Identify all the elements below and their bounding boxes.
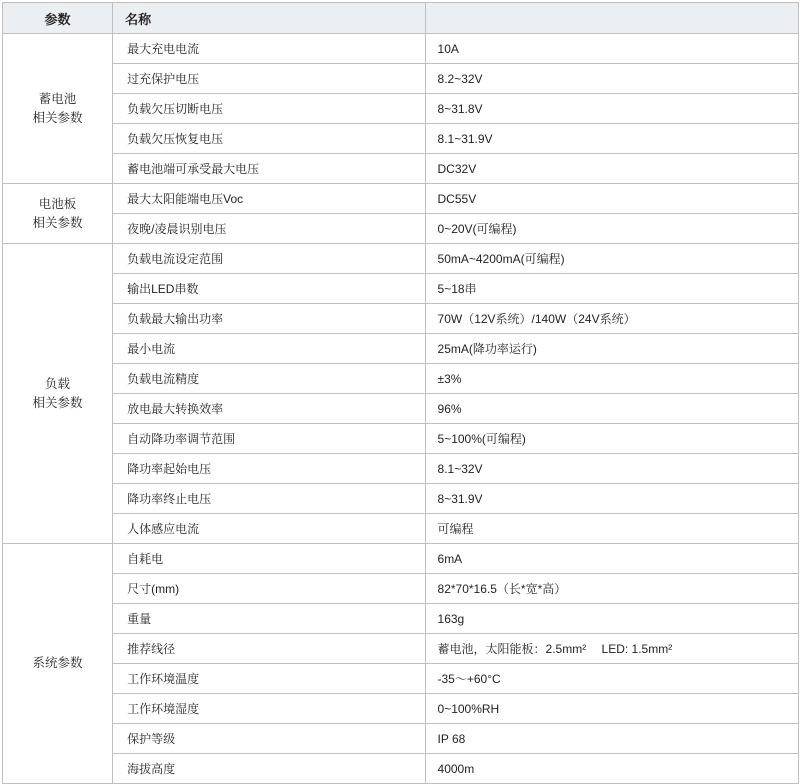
row-name-cell: 放电最大转换效率 [113,394,425,424]
table-row [3,94,799,124]
row-name-cell: 保护等级 [113,724,425,754]
table-row [3,124,799,154]
row-value-cell: 4000m [425,754,798,784]
group-label-line: 蓄电池 [38,91,77,106]
table-row [3,634,799,664]
group-label-cell [3,544,113,784]
row-name-cell: 最大太阳能端电压Voc [113,184,425,214]
row-name-cell: 夜晚/凌晨识别电压 [113,214,425,244]
group-label-cell [3,34,113,184]
row-name-cell: 重量 [113,604,425,634]
row-value-cell: 10A [425,34,798,64]
table-row [3,544,799,574]
table-row [3,274,799,304]
table-row [3,664,799,694]
row-name-cell: 自耗电 [113,544,425,574]
row-value-cell: 0~20V(可编程) [425,214,798,244]
row-value-cell: 0~100%RH [425,694,798,724]
row-value-cell: 82*70*16.5（长*宽*高） [425,574,798,604]
row-value-cell: 8.2~32V [425,64,798,94]
row-value-cell: 5~18串 [425,274,798,304]
row-name-cell: 输出LED串数 [113,274,425,304]
table-row [3,574,799,604]
table-row [3,154,799,184]
table-row [3,694,799,724]
table-row [3,454,799,484]
row-name-cell: 蓄电池端可承受最大电压 [113,154,425,184]
row-name-cell: 降功率起始电压 [113,454,425,484]
table-row [3,394,799,424]
table-header [3,3,799,34]
row-value-cell: 蓄电池，太阳能板：2.5mm² LED: 1.5mm² [425,634,798,664]
row-value-cell: ±3% [425,364,798,394]
table-body [3,34,799,784]
header-name: 名称 [113,3,425,34]
row-name-cell: 最小电流 [113,334,425,364]
row-value-cell: 8~31.8V [425,94,798,124]
table-row [3,364,799,394]
row-value-cell: -35～+60°C [425,664,798,694]
table-row [3,724,799,754]
row-name-cell: 过充保护电压 [113,64,425,94]
table-row [3,604,799,634]
row-value-cell: 5~100%(可编程) [425,424,798,454]
group-label-cell [3,184,113,244]
row-value-cell: 8.1~31.9V [425,124,798,154]
table-header-row [3,3,799,34]
group-label-line: 负载 [45,376,71,391]
row-value-cell: DC32V [425,154,798,184]
table-row [3,514,799,544]
header-group: 参数 [3,3,113,34]
group-label-line: 相关参数 [32,395,83,410]
row-value-cell: 8.1~32V [425,454,798,484]
header-value [425,3,798,34]
row-name-cell: 负载最大输出功率 [113,304,425,334]
row-name-cell: 最大充电电流 [113,34,425,64]
group-label-line: 系统参数 [32,656,83,671]
specifications-table [2,2,799,784]
table-row [3,304,799,334]
table-row [3,754,799,784]
row-name-cell: 负载欠压切断电压 [113,94,425,124]
row-value-cell: 25mA(降功率运行) [425,334,798,364]
table-row [3,334,799,364]
row-name-cell: 人体感应电流 [113,514,425,544]
row-value-cell: 8~31.9V [425,484,798,514]
table-row [3,214,799,244]
group-label-line: 电池板 [38,196,77,211]
row-value-cell: 可编程 [425,514,798,544]
row-name-cell: 海拔高度 [113,754,425,784]
group-label-line: 相关参数 [32,215,83,230]
group-label-cell [3,244,113,544]
table-row [3,184,799,214]
row-name-cell: 工作环境温度 [113,664,425,694]
table-row [3,484,799,514]
row-name-cell: 负载电流精度 [113,364,425,394]
row-value-cell: DC55V [425,184,798,214]
table-row [3,34,799,64]
row-value-cell: 50mA~4200mA(可编程) [425,244,798,274]
row-value-cell: 70W（12V系统）/140W（24V系统） [425,304,798,334]
row-name-cell: 降功率终止电压 [113,484,425,514]
row-name-cell: 推荐线径 [113,634,425,664]
table-row [3,244,799,274]
row-value-cell: IP 68 [425,724,798,754]
row-value-cell: 96% [425,394,798,424]
row-name-cell: 负载电流设定范围 [113,244,425,274]
row-name-cell: 自动降功率调节范围 [113,424,425,454]
table-row [3,424,799,454]
row-name-cell: 尺寸(mm) [113,574,425,604]
row-value-cell: 6mA [425,544,798,574]
table-row [3,64,799,94]
row-name-cell: 工作环境湿度 [113,694,425,724]
row-value-cell: 163g [425,604,798,634]
group-label-line: 相关参数 [32,110,83,125]
row-name-cell: 负载欠压恢复电压 [113,124,425,154]
